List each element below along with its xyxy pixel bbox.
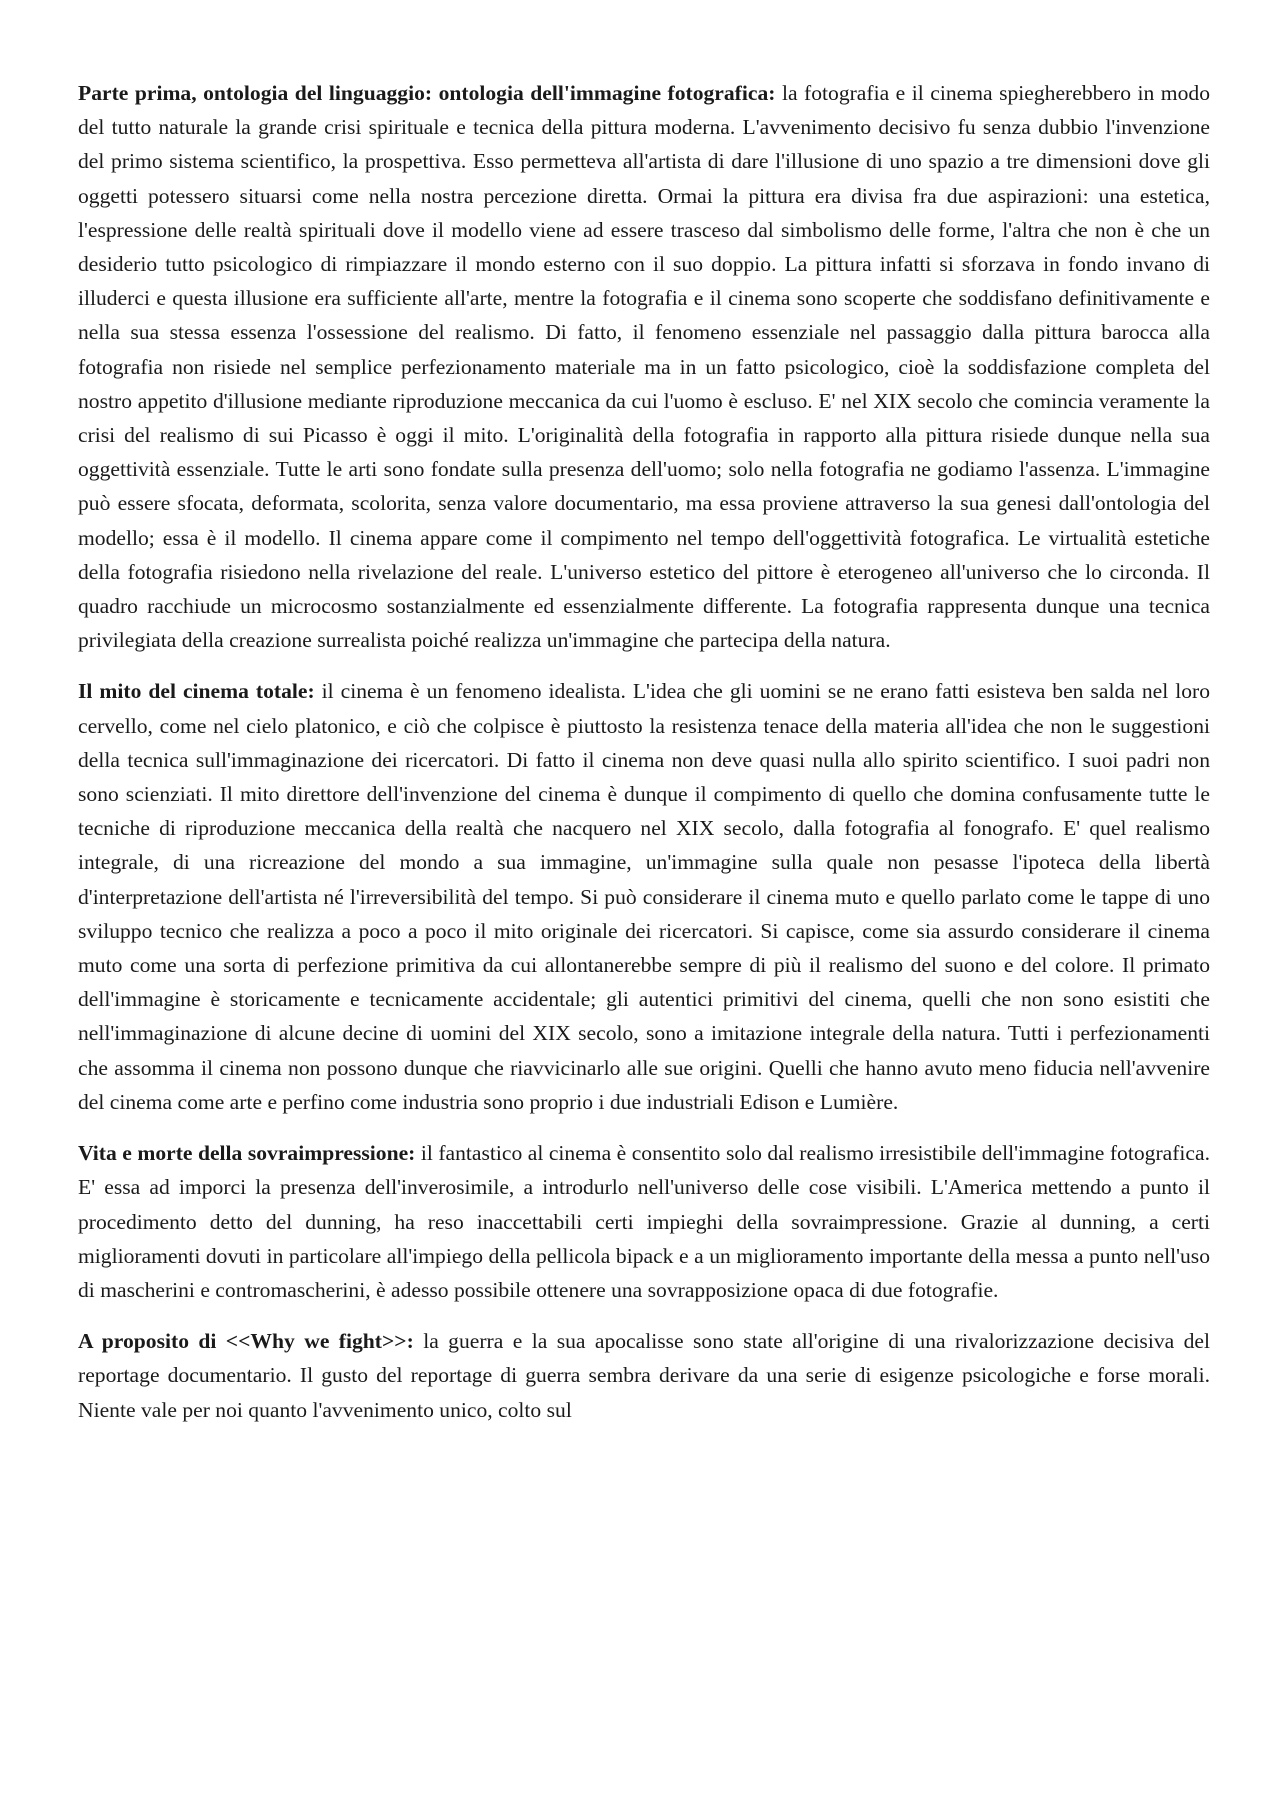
- paragraph-heading: Parte prima, ontologia del linguaggio: ontologia dell'immagine fotografica:: [78, 81, 776, 105]
- paragraph-ontology: [78, 76, 1210, 657]
- paragraph-superimposition: [78, 1136, 1210, 1307]
- paragraph-text: la fotografia e il cinema spiegherebbero in modo del tutto naturale la grande crisi spirituale e tecnica della pittura moderna. L'avvenimento decisivo fu senza dubbio l'invenzione del primo sistema scientifico, la prospettiva. Esso permetteva all'artista di dare l'illusione di uno spazio a tre dimensioni dove gli oggetti potessero situarsi come nella nostra percezione diretta. Ormai la pittura era divisa fra due aspirazioni: una estetica, l'espressione delle realtà spirituali dove il modello viene ad essere trasceso dal simbolismo delle forme, l'altra che non è che un desiderio tutto psicologico di rimpiazzare il mondo esterno con il suo doppio. La pittura infatti si sforzava in fondo invano di illuderci e questa illusione era sufficiente all'arte, mentre la fotografia e il cinema sono scoperte che soddisfano definitivamente e nella sua stessa essenza l'ossessione del realismo. Di fatto, il fenomeno essenziale nel passaggio dalla pittura barocca alla fotografia non risiede nel semplice perfezionamento materiale ma in un fatto psicologico, cioè la soddisfazione completa del nostro appetito d'illusione mediante riproduzione meccanica da cui l'uomo è escluso. E' nel XIX secolo che comincia veramente la crisi del realismo di sui Picasso è oggi il mito. L'originalità della fotografia in rapporto alla pittura risiede dunque nella sua oggettività essenziale. Tutte le arti sono fondate sulla presenza dell'uomo; solo nella fotografia ne godiamo l'assenza. L'immagine può essere sfocata, deformata, scolorita, senza valore documentario, ma essa proviene attraverso la sua genesi dall'ontologia del modello; essa è il modello. Il cinema appare come il compimento nel tempo dell'oggettività fotografica. Le virtualità estetiche della fotografia risiedono nella rivelazione del reale. L'universo estetico del pittore è eterogeneo all'universo che lo circonda. Il quadro racchiude un microcosmo sostanzialmente ed essenzialmente differente. La fotografia rappresenta dunque una tecnica privilegiata della creazione surrealista poiché realizza un'immagine che partecipa della natura.: [78, 81, 1210, 653]
- paragraph-text: il cinema è un fenomeno idealista. L'idea che gli uomini se ne erano fatti esisteva ben salda nel loro cervello, come nel cielo platonico, e ciò che colpisce è piuttosto la resistenza tenace della materia all'idea che non le suggestioni della tecnica sull'immaginazione dei ricercatori. Di fatto il cinema non deve quasi nulla allo spirito scientifico. I suoi padri non sono scienziati. Il mito direttore dell'invenzione del cinema è dunque il compimento di quello che domina confusamente tutte le tecniche di riproduzione meccanica della realtà che nacquero nel XIX secolo, dalla fotografia al fonografo. E' quel realismo integrale, di una ricreazione del mondo a sua immagine, un'immagine sulla quale non pesasse l'ipoteca della libertà d'interpretazione dell'artista né l'irreversibilità del tempo. Si può considerare il cinema muto e quello parlato come le tappe di uno sviluppo tecnico che realizza a poco a poco il mito originale dei ricercatori. Si capisce, come sia assurdo considerare il cinema muto come una sorta di perfezione primitiva da cui allontanerebbe sempre di più il realismo del suono e del colore. Il primato dell'immagine è storicamente e tecnicamente accidentale; gli autentici primitivi del cinema, quelli che non sono esistiti che nell'immaginazione di alcune decine di uomini del XIX secolo, sono a imitazione integrale della natura. Tutti i perfezionamenti che assomma il cinema non possono dunque che riavvicinarlo alle sue origini. Quelli che hanno avuto meno fiducia nell'avvenire del cinema come arte e perfino come industria sono proprio i due industriali Edison e Lumière.: [78, 679, 1210, 1114]
- paragraph-text: il fantastico al cinema è consentito solo dal realismo irresistibile dell'immagine fotografica. E' essa ad imporci la presenza dell'inverosimile, a introdurlo nell'universo delle cose visibili. L'America mettendo a punto il procedimento detto del dunning, ha reso inaccettabili certi impieghi della sovraimpressione. Grazie al dunning, a certi miglioramenti dovuti in particolare all'impiego della pellicola bipack e a un miglioramento importante della messa a punto nell'uso di mascherini e contromascherini, è adesso possibile ottenere una sovrapposizione opaca di due fotografie.: [78, 1141, 1210, 1302]
- document-page: [78, 76, 1210, 1444]
- paragraph-why-we-fight: [78, 1324, 1210, 1427]
- paragraph-heading: Il mito del cinema totale:: [78, 679, 315, 704]
- paragraph-total-cinema: [78, 674, 1210, 1119]
- paragraph-heading: Vita e morte della sovraimpressione:: [78, 1141, 416, 1166]
- paragraph-text: la guerra e la sua apocalisse sono state all'origine di una rivalorizzazione decisiva del reportage documentario. Il gusto del reportage di guerra sembra derivare da una serie di esigenze psicologiche e forse morali. Niente vale per noi quanto l'avvenimento unico, colto sul: [78, 1329, 1210, 1422]
- paragraph-heading: A proposito di <<Why we fight>>:: [78, 1329, 414, 1354]
